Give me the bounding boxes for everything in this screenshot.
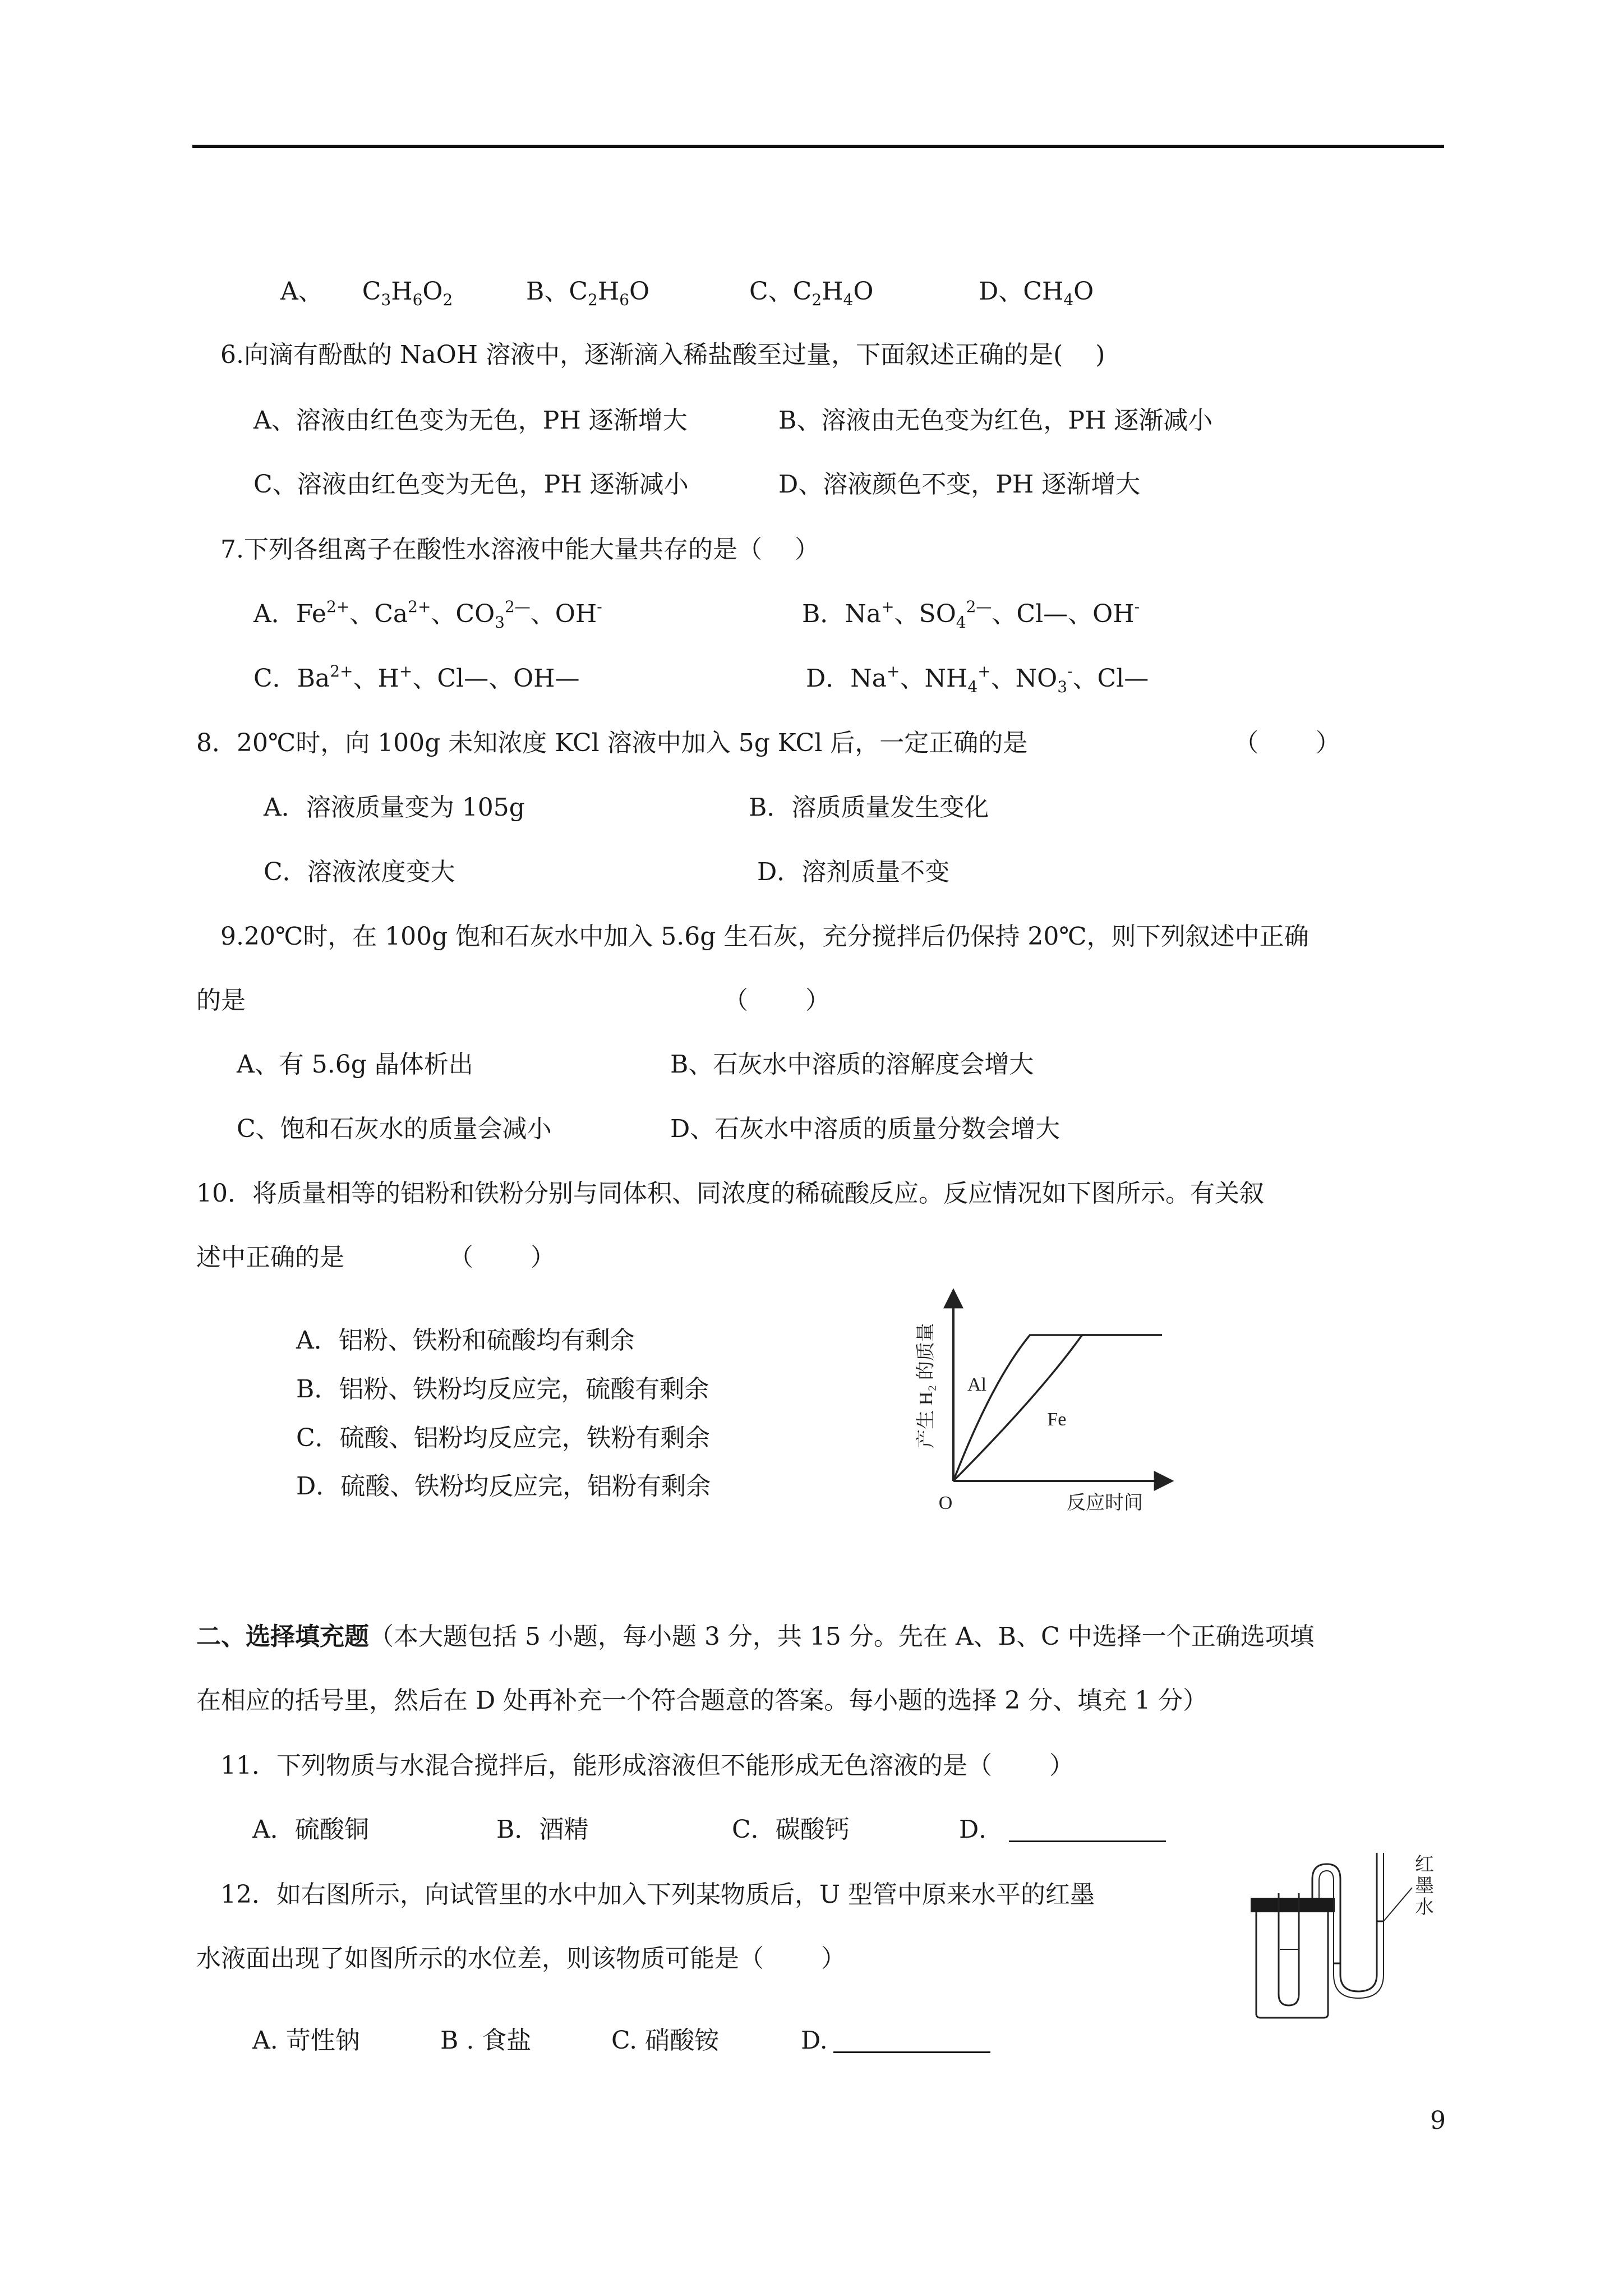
series-label-fe: Fe: [1047, 1409, 1067, 1430]
q8-option-a: A．溶液质量变为 105g: [264, 793, 525, 822]
q7-option-a: A．$Fe^{2+}$、$Ca^{2+}$、$CO_3^{2—}$、OH-: [253, 597, 602, 632]
q11-option-b: B．酒精: [496, 1815, 589, 1844]
q10-option-c: C．硫酸、铝粉均反应完，铁粉有剩余: [296, 1424, 710, 1452]
q12-answer-blank[interactable]: [833, 2027, 990, 2053]
label-pointer: [1384, 1888, 1412, 1921]
q8-option-b: B．溶质质量发生变化: [749, 793, 989, 822]
q9-option-c: C、饱和石灰水的质量会减小: [237, 1115, 552, 1143]
q7-option-b: B．Na+、$SO_4^{2—}$、Cl—、OH-: [802, 597, 1140, 632]
series-line-al: [953, 1335, 1162, 1481]
section2-heading: [196, 1620, 1315, 1654]
page-number: 9: [1430, 2106, 1446, 2135]
q11-option-c: C．碳酸钙: [732, 1815, 850, 1844]
q10-option-b: B．铝粉、铁粉均反应完，硫酸有剩余: [296, 1375, 709, 1404]
q5-option-a: A、 $C_3H_6O_2$: [280, 277, 453, 309]
q10-option-a: A．铝粉、铁粉和硫酸均有剩余: [296, 1326, 635, 1355]
q6-option-c: C、溶液由红色变为无色，PH 逐渐减小: [253, 470, 689, 499]
h2-mass-vs-time-chart: [892, 1285, 1195, 1531]
q9-stem: 9.20℃时，在 100g 饱和石灰水中加入 5.6g 生石灰，充分搅拌后仍保持 20℃，则下列叙述中正确: [220, 922, 1309, 951]
q5-option-b: B、$C_2H_6O$: [526, 277, 650, 309]
header-rule: [192, 145, 1444, 148]
red-ink-label-2: 墨: [1415, 1876, 1434, 1897]
q8-option-c: C．溶液浓度变大: [264, 858, 455, 886]
section2-desc: （本大题包括 5 小题，每小题 3 分，共 15 分。先在 A、B、C 中选择一个正确选项填: [369, 1622, 1315, 1651]
q5-option-d: D、$CH_4O$: [979, 277, 1094, 309]
stopper: [1251, 1898, 1335, 1912]
red-ink-label-3: 水: [1415, 1897, 1434, 1918]
q8-option-d: D．溶剂质量不变: [757, 858, 950, 886]
q5-option-c: C、$C_2H_4O$: [749, 277, 874, 309]
q12-option-a: A. 苛性钠: [252, 2026, 360, 2055]
q7-option-d: D．Na+、$NH_4^+$、$NO_3^-$、Cl—: [806, 662, 1149, 696]
q9-option-d: D、石灰水中溶质的质量分数会增大: [670, 1115, 1061, 1143]
q8-answer-paren: （ ）: [1234, 729, 1340, 757]
origin-label: O: [938, 1493, 953, 1513]
q8-stem: 8．20℃时，向 100g 未知浓度 KCl 溶液中加入 5g KCl 后，一定正确的是: [196, 729, 1028, 757]
q6-option-d: D、溶液颜色不变，PH 逐渐增大: [778, 470, 1141, 499]
q11-stem: 11．下列物质与水混合搅拌后，能形成溶液但不能形成无色溶液的是（ ）: [220, 1751, 1074, 1780]
q12-stem-cont: 水液面出现了如图所示的水位差，则该物质可能是（ ）: [196, 1944, 846, 1973]
y-axis-label: 产生 H₂ 的质量: [916, 1323, 937, 1448]
q10-option-d: D．硫酸、铁粉均反应完，铝粉有剩余: [296, 1472, 711, 1501]
series-label-al: Al: [967, 1374, 986, 1395]
q12-option-d: D.: [801, 2024, 990, 2058]
q9-option-a: A、有 5.6g 晶体析出: [237, 1050, 473, 1079]
q10-answer-paren: （ ）: [449, 1243, 555, 1272]
red-ink-label-1: 红: [1415, 1855, 1434, 1875]
q10-stem: 10．将质量相等的铝粉和铁粉分别与同体积、同浓度的稀硫酸反应。反应情况如下图所示。有关叙: [196, 1179, 1264, 1208]
q6-option-b: B、溶液由无色变为红色，PH 逐渐减小: [778, 406, 1213, 435]
q7-stem: 7.下列各组离子在酸性水溶液中能大量共存的是（ ）: [220, 535, 819, 564]
x-axis-label: 反应时间: [1067, 1493, 1143, 1513]
q11-option-a: A．硫酸铜: [252, 1815, 369, 1844]
glass-tube: [1312, 1853, 1377, 1991]
q11-option-d: D．: [959, 1813, 1166, 1847]
q9-answer-paren: （ ）: [723, 986, 830, 1015]
flask-outline: [1256, 1907, 1328, 2018]
q12-stem: 12．如右图所示，向试管里的水中加入下列某物质后，U 型管中原来水平的红墨: [220, 1880, 1095, 1909]
q9-stem-cont: 的是: [196, 986, 246, 1015]
section2-desc-cont: 在相应的括号里，然后在 D 处再补充一个符合题意的答案。每小题的选择 2 分、填充 1 分）: [196, 1686, 1208, 1715]
q12-option-c: C. 硝酸铵: [611, 2026, 720, 2055]
q11-answer-blank[interactable]: [1009, 1816, 1166, 1842]
q6-stem: 6.向滴有酚酞的 NaOH 溶液中，逐渐滴入稀盐酸至过量，下面叙述正确的是( ): [220, 341, 1105, 369]
q6-option-a: A、溶液由红色变为无色，PH 逐渐增大: [253, 406, 688, 435]
q10-stem-cont: 述中正确的是: [196, 1243, 344, 1272]
q9-option-b: B、石灰水中溶质的溶解度会增大: [670, 1050, 1034, 1079]
q7-option-c: C．$Ba^{2+}$、H+、Cl—、OH—: [253, 662, 580, 693]
section2-title: 二、选择填充题: [196, 1622, 369, 1651]
q12-option-b: B . 食盐: [440, 2026, 532, 2055]
u-tube-apparatus-figure: [1234, 1837, 1441, 2022]
